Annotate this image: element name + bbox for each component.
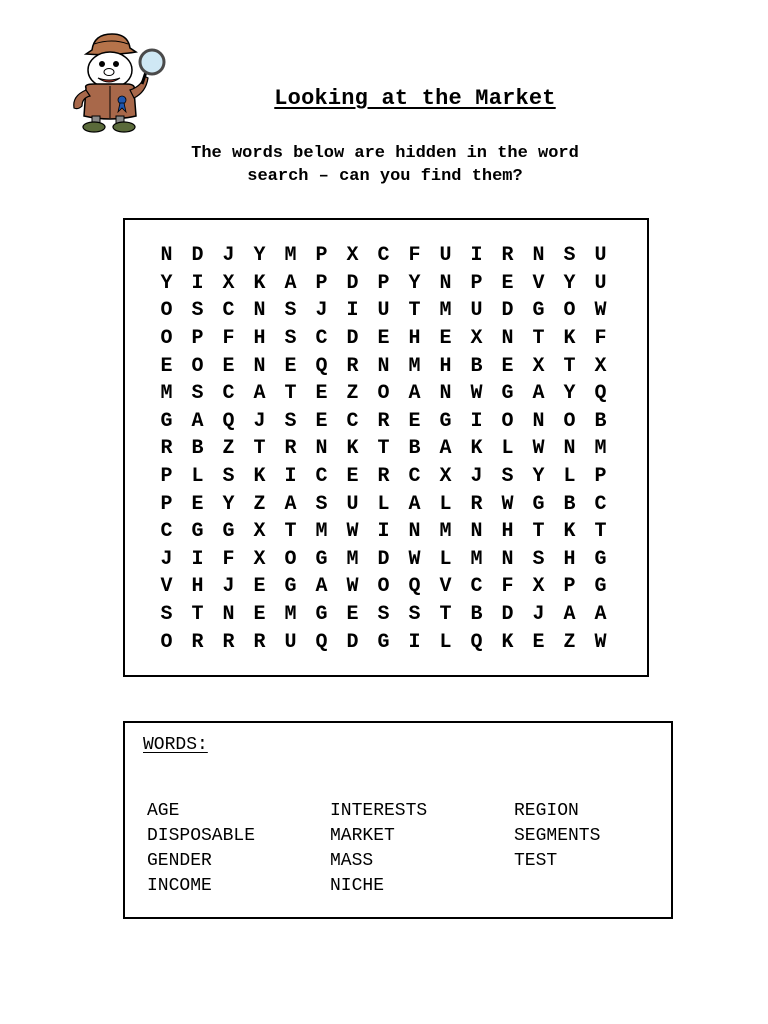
grid-letter: G	[377, 630, 390, 654]
grid-letter: X	[532, 575, 545, 599]
grid-letter: W	[594, 299, 607, 323]
word-column	[147, 799, 255, 899]
instructions-line: search – can you find them?	[247, 167, 523, 186]
grid-letter: P	[594, 465, 607, 489]
grid-letter: U	[594, 244, 607, 268]
word-item: INTERESTS	[330, 801, 428, 821]
grid-letter: W	[594, 630, 607, 654]
grid-letter: O	[501, 409, 514, 433]
grid-letter: D	[346, 327, 359, 351]
word-item: INCOME	[147, 876, 212, 896]
grid-letter: E	[408, 409, 421, 433]
grid-letter: B	[470, 354, 483, 378]
grid-row	[151, 463, 616, 491]
grid-letter: D	[501, 603, 514, 627]
grid-letter: A	[408, 382, 421, 406]
grid-letter: Q	[408, 575, 421, 599]
grid-letter: N	[470, 520, 483, 544]
word-search-box	[123, 218, 649, 677]
grid-letter: F	[594, 327, 607, 351]
grid-letter: I	[377, 520, 390, 544]
grid-letter: E	[315, 409, 328, 433]
grid-letter: L	[439, 630, 452, 654]
grid-letter: M	[439, 299, 452, 323]
grid-letter: J	[222, 575, 235, 599]
grid-letter: E	[501, 354, 514, 378]
grid-letter: O	[160, 630, 173, 654]
grid-letter: D	[346, 630, 359, 654]
grid-letter: G	[191, 520, 204, 544]
grid-letter: J	[315, 299, 328, 323]
grid-letter: A	[563, 603, 576, 627]
grid-letter: O	[563, 299, 576, 323]
grid-letter: T	[253, 437, 266, 461]
grid-letter: G	[439, 409, 452, 433]
grid-letter: S	[315, 492, 328, 516]
grid-letter: O	[191, 354, 204, 378]
grid-letter: W	[470, 382, 483, 406]
grid-letter: Z	[253, 492, 266, 516]
grid-letter: O	[160, 327, 173, 351]
grid-letter: X	[439, 465, 452, 489]
grid-letter: B	[563, 492, 576, 516]
grid-letter: I	[470, 409, 483, 433]
grid-letter: C	[377, 244, 390, 268]
grid-letter: S	[563, 244, 576, 268]
grid-letter: H	[501, 520, 514, 544]
grid-letter: A	[315, 575, 328, 599]
grid-letter: H	[563, 547, 576, 571]
grid-letter: E	[346, 465, 359, 489]
grid-letter: F	[501, 575, 514, 599]
grid-letter: H	[439, 354, 452, 378]
grid-letter: L	[563, 465, 576, 489]
grid-letter: U	[594, 271, 607, 295]
word-item: SEGMENTS	[514, 826, 601, 846]
page-title: Looking at the Market	[274, 86, 556, 111]
grid-letter: E	[532, 630, 545, 654]
grid-letter: L	[501, 437, 514, 461]
grid-letter: M	[160, 382, 173, 406]
grid-letter: K	[563, 327, 576, 351]
grid-letter: V	[532, 271, 545, 295]
word-search-grid	[151, 242, 616, 656]
word-item: GENDER	[147, 851, 212, 871]
instructions	[120, 142, 650, 188]
grid-letter: Q	[470, 630, 483, 654]
grid-letter: G	[315, 603, 328, 627]
grid-letter: D	[191, 244, 204, 268]
grid-letter: N	[315, 437, 328, 461]
grid-letter: N	[408, 520, 421, 544]
grid-letter: C	[346, 409, 359, 433]
word-item: MASS	[330, 851, 374, 871]
grid-letter: E	[377, 327, 390, 351]
grid-letter: Y	[532, 465, 545, 489]
grid-letter: C	[315, 327, 328, 351]
grid-row	[151, 352, 616, 380]
grid-letter: N	[532, 244, 545, 268]
word-list-box	[123, 721, 673, 919]
grid-letter: R	[470, 492, 483, 516]
grid-letter: T	[191, 603, 204, 627]
grid-letter: Y	[563, 382, 576, 406]
grid-letter: J	[253, 409, 266, 433]
grid-letter: G	[532, 492, 545, 516]
grid-letter: L	[191, 465, 204, 489]
grid-letter: J	[532, 603, 545, 627]
grid-row	[151, 380, 616, 408]
grid-letter: N	[501, 547, 514, 571]
grid-letter: K	[470, 437, 483, 461]
grid-letter: C	[408, 465, 421, 489]
grid-letter: R	[377, 465, 390, 489]
grid-letter: R	[160, 437, 173, 461]
grid-letter: U	[439, 244, 452, 268]
grid-letter: X	[253, 547, 266, 571]
grid-letter: I	[346, 299, 359, 323]
grid-letter: M	[439, 520, 452, 544]
grid-letter: X	[532, 354, 545, 378]
grid-letter: J	[160, 547, 173, 571]
grid-letter: Q	[594, 382, 607, 406]
grid-letter: O	[563, 409, 576, 433]
grid-letter: S	[191, 382, 204, 406]
grid-letter: K	[253, 465, 266, 489]
grid-letter: F	[222, 547, 235, 571]
grid-letter: A	[532, 382, 545, 406]
grid-letter: K	[501, 630, 514, 654]
grid-letter: I	[408, 630, 421, 654]
grid-letter: F	[408, 244, 421, 268]
grid-letter: E	[501, 271, 514, 295]
grid-letter: W	[346, 575, 359, 599]
grid-letter: N	[532, 409, 545, 433]
grid-letter: B	[191, 437, 204, 461]
grid-letter: Z	[222, 437, 235, 461]
grid-letter: C	[160, 520, 173, 544]
grid-letter: R	[222, 630, 235, 654]
grid-letter: P	[315, 271, 328, 295]
grid-row	[151, 628, 616, 656]
grid-letter: M	[284, 244, 297, 268]
grid-letter: S	[160, 603, 173, 627]
grid-letter: V	[439, 575, 452, 599]
grid-letter: T	[594, 520, 607, 544]
grid-letter: B	[470, 603, 483, 627]
grid-letter: N	[377, 354, 390, 378]
grid-row	[151, 435, 616, 463]
word-column	[330, 799, 427, 899]
grid-row	[151, 601, 616, 629]
grid-letter: W	[501, 492, 514, 516]
grid-letter: O	[160, 299, 173, 323]
grid-letter: Y	[408, 271, 421, 295]
grid-letter: H	[191, 575, 204, 599]
grid-letter: B	[594, 409, 607, 433]
grid-letter: E	[346, 603, 359, 627]
grid-row	[151, 242, 616, 270]
grid-letter: T	[284, 520, 297, 544]
grid-letter: N	[253, 299, 266, 323]
grid-letter: S	[222, 465, 235, 489]
grid-letter: R	[253, 630, 266, 654]
grid-letter: U	[377, 299, 390, 323]
word-item: DISPOSABLE	[147, 826, 256, 846]
grid-letter: U	[346, 492, 359, 516]
grid-row	[151, 270, 616, 298]
grid-letter: B	[408, 437, 421, 461]
grid-letter: R	[284, 437, 297, 461]
grid-letter: X	[253, 520, 266, 544]
grid-letter: U	[470, 299, 483, 323]
grid-letter: C	[222, 382, 235, 406]
grid-letter: K	[563, 520, 576, 544]
grid-letter: P	[315, 244, 328, 268]
grid-letter: A	[439, 437, 452, 461]
grid-letter: Q	[315, 354, 328, 378]
grid-letter: F	[222, 327, 235, 351]
grid-letter: G	[532, 299, 545, 323]
word-column	[514, 799, 600, 874]
grid-letter: K	[346, 437, 359, 461]
grid-letter: S	[408, 603, 421, 627]
grid-letter: I	[470, 244, 483, 268]
grid-letter: T	[377, 437, 390, 461]
grid-letter: S	[532, 547, 545, 571]
grid-row	[151, 573, 616, 601]
grid-letter: A	[284, 271, 297, 295]
grid-letter: W	[408, 547, 421, 571]
grid-letter: E	[191, 492, 204, 516]
grid-letter: S	[191, 299, 204, 323]
grid-letter: R	[501, 244, 514, 268]
grid-letter: C	[594, 492, 607, 516]
grid-row	[151, 490, 616, 518]
grid-letter: Q	[222, 409, 235, 433]
grid-letter: O	[284, 547, 297, 571]
grid-letter: Y	[563, 271, 576, 295]
grid-letter: A	[284, 492, 297, 516]
word-item: REGION	[514, 801, 579, 821]
word-list-heading: WORDS:	[143, 735, 208, 755]
word-item: TEST	[514, 851, 558, 871]
grid-letter: X	[470, 327, 483, 351]
grid-letter: S	[501, 465, 514, 489]
grid-letter: A	[594, 603, 607, 627]
grid-row	[151, 297, 616, 325]
grid-letter: A	[408, 492, 421, 516]
grid-letter: V	[160, 575, 173, 599]
grid-letter: E	[439, 327, 452, 351]
grid-letter: M	[346, 547, 359, 571]
grid-letter: T	[284, 382, 297, 406]
grid-letter: E	[160, 354, 173, 378]
grid-letter: Y	[160, 271, 173, 295]
grid-letter: Y	[222, 492, 235, 516]
grid-letter: G	[315, 547, 328, 571]
grid-letter: E	[222, 354, 235, 378]
word-item: NICHE	[330, 876, 385, 896]
grid-letter: E	[253, 575, 266, 599]
grid-letter: S	[377, 603, 390, 627]
word-item: AGE	[147, 801, 180, 821]
grid-letter: G	[501, 382, 514, 406]
detective-mascot-icon	[64, 28, 174, 136]
grid-letter: N	[439, 382, 452, 406]
grid-letter: N	[222, 603, 235, 627]
grid-letter: N	[253, 354, 266, 378]
grid-letter: S	[284, 299, 297, 323]
grid-letter: P	[160, 465, 173, 489]
grid-letter: Z	[346, 382, 359, 406]
grid-letter: L	[377, 492, 390, 516]
grid-letter: O	[377, 575, 390, 599]
grid-letter: E	[284, 354, 297, 378]
grid-letter: M	[594, 437, 607, 461]
grid-row	[151, 546, 616, 574]
grid-letter: L	[439, 492, 452, 516]
grid-letter: O	[377, 382, 390, 406]
grid-letter: R	[377, 409, 390, 433]
grid-letter: T	[563, 354, 576, 378]
grid-letter: E	[253, 603, 266, 627]
grid-letter: E	[315, 382, 328, 406]
grid-letter: M	[315, 520, 328, 544]
grid-letter: Y	[253, 244, 266, 268]
grid-letter: T	[408, 299, 421, 323]
grid-letter: M	[470, 547, 483, 571]
grid-letter: X	[346, 244, 359, 268]
grid-letter: C	[222, 299, 235, 323]
grid-letter: N	[439, 271, 452, 295]
grid-letter: D	[346, 271, 359, 295]
grid-letter: H	[408, 327, 421, 351]
grid-letter: J	[470, 465, 483, 489]
instructions-line: The words below are hidden in the word	[191, 144, 579, 163]
grid-letter: D	[501, 299, 514, 323]
grid-letter: I	[191, 271, 204, 295]
word-item: MARKET	[330, 826, 395, 846]
grid-row	[151, 518, 616, 546]
grid-letter: C	[315, 465, 328, 489]
grid-letter: C	[470, 575, 483, 599]
grid-letter: I	[191, 547, 204, 571]
grid-letter: P	[563, 575, 576, 599]
grid-letter: A	[253, 382, 266, 406]
grid-letter: P	[470, 271, 483, 295]
grid-letter: U	[284, 630, 297, 654]
grid-letter: J	[222, 244, 235, 268]
grid-letter: T	[439, 603, 452, 627]
grid-letter: A	[191, 409, 204, 433]
grid-letter: M	[408, 354, 421, 378]
grid-letter: P	[377, 271, 390, 295]
grid-letter: N	[563, 437, 576, 461]
grid-letter: H	[253, 327, 266, 351]
grid-letter: G	[222, 520, 235, 544]
grid-letter: T	[532, 520, 545, 544]
grid-letter: G	[160, 409, 173, 433]
grid-row	[151, 408, 616, 436]
grid-letter: S	[284, 409, 297, 433]
grid-letter: G	[594, 547, 607, 571]
grid-letter: T	[532, 327, 545, 351]
grid-letter: S	[284, 327, 297, 351]
grid-letter: L	[439, 547, 452, 571]
grid-letter: I	[284, 465, 297, 489]
grid-letter: P	[191, 327, 204, 351]
grid-letter: Z	[563, 630, 576, 654]
grid-letter: X	[222, 271, 235, 295]
grid-letter: P	[160, 492, 173, 516]
grid-row	[151, 325, 616, 353]
grid-letter: K	[253, 271, 266, 295]
grid-letter: R	[191, 630, 204, 654]
grid-letter: W	[532, 437, 545, 461]
grid-letter: Q	[315, 630, 328, 654]
grid-letter: R	[346, 354, 359, 378]
grid-letter: X	[594, 354, 607, 378]
grid-letter: G	[594, 575, 607, 599]
grid-letter: N	[501, 327, 514, 351]
grid-letter: M	[284, 603, 297, 627]
grid-letter: W	[346, 520, 359, 544]
grid-letter: N	[160, 244, 173, 268]
grid-letter: G	[284, 575, 297, 599]
grid-letter: D	[377, 547, 390, 571]
